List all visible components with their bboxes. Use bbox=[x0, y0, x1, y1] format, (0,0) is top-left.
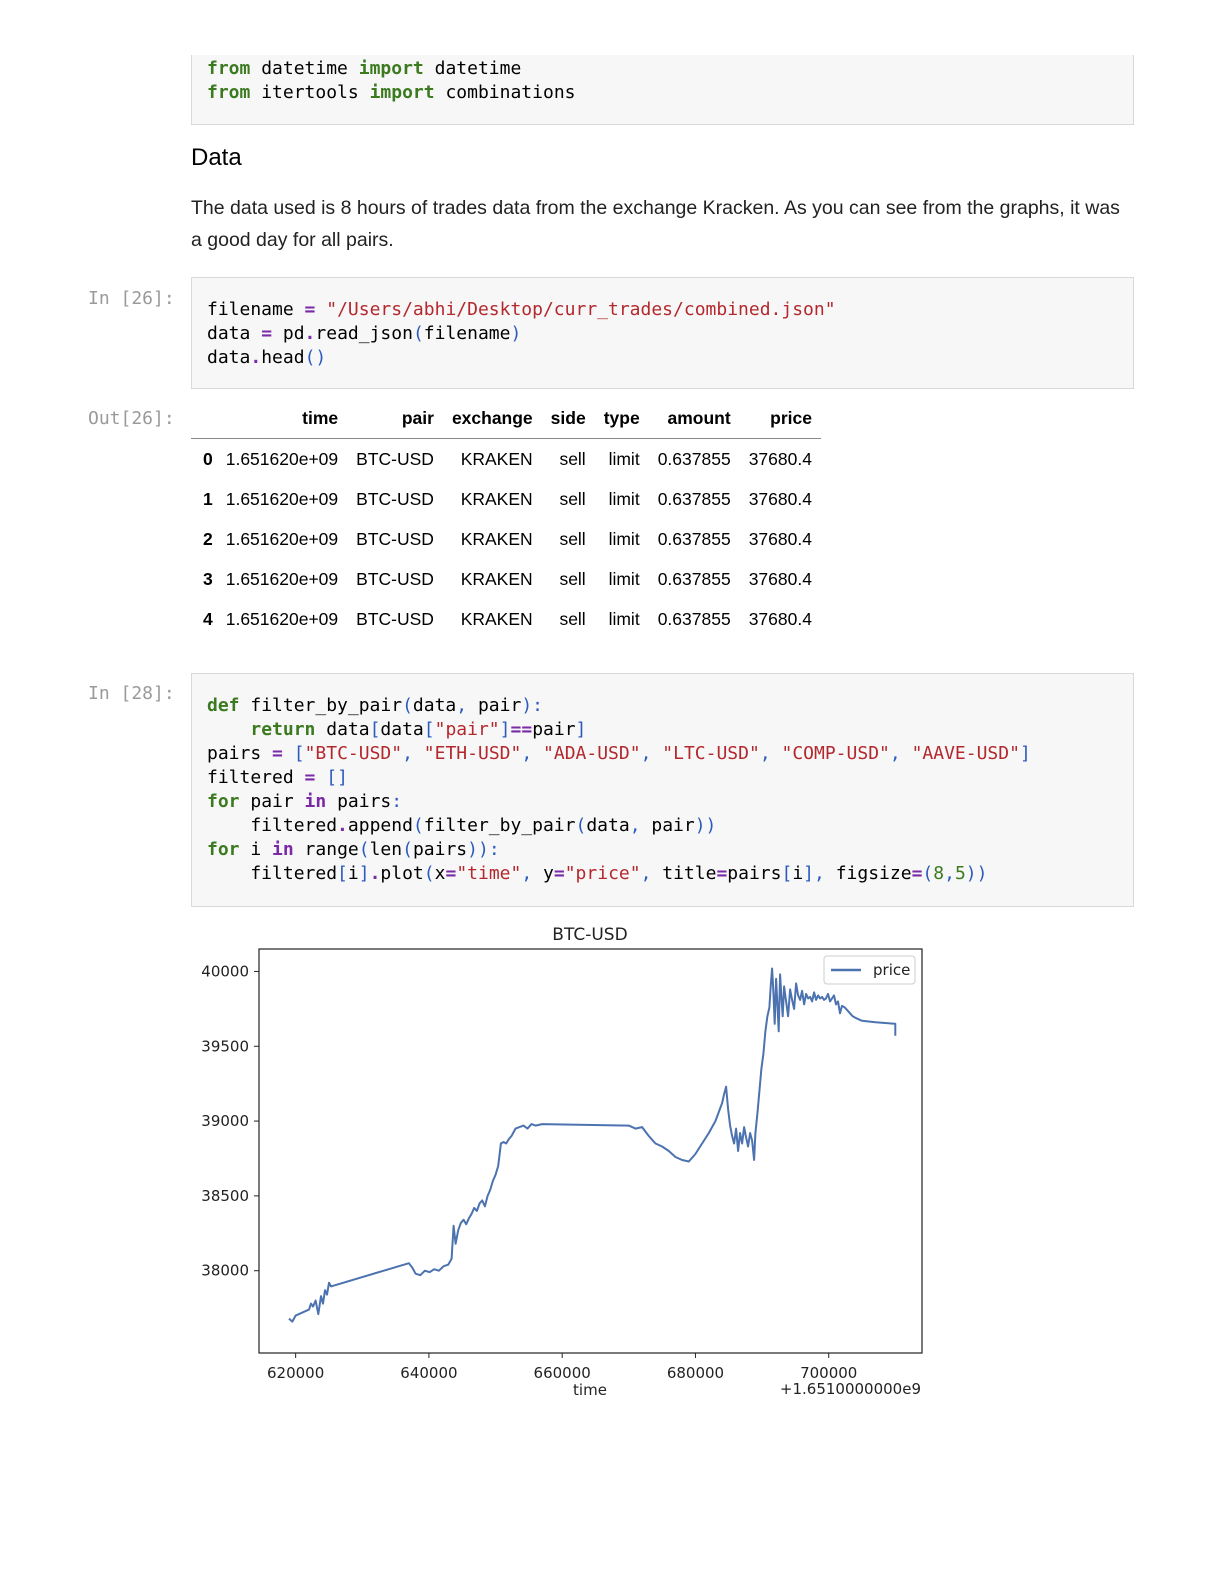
code-token: ], bbox=[803, 863, 825, 884]
chart-title: BTC-USD bbox=[552, 925, 628, 945]
x-axis-offset: +1.6510000000e9 bbox=[779, 1380, 921, 1398]
code-token: ] bbox=[499, 719, 511, 740]
row-index: 2 bbox=[203, 528, 213, 549]
code-token: filtered bbox=[207, 815, 338, 836]
table-cell: limit bbox=[608, 448, 640, 469]
code-token: datetime bbox=[250, 58, 359, 79]
code-line bbox=[207, 694, 1133, 718]
code-token: data bbox=[315, 719, 370, 740]
input-prompt: In [28]: bbox=[88, 683, 175, 704]
code-token: "LTC-USD" bbox=[662, 743, 760, 764]
column-header: pair bbox=[347, 398, 443, 439]
code-token: = bbox=[261, 323, 273, 344]
table-cell: 0.637855 bbox=[657, 488, 731, 509]
code-token: itertools bbox=[250, 82, 370, 103]
code-token bbox=[651, 743, 662, 764]
code-token: pairs bbox=[412, 839, 468, 860]
code-token: filter_by_pair bbox=[423, 815, 576, 836]
dataframe-table bbox=[191, 398, 821, 639]
code-token: i bbox=[347, 863, 359, 884]
code-token: )) bbox=[694, 815, 717, 836]
code-cell-26[interactable] bbox=[191, 277, 1134, 389]
code-token: : bbox=[391, 791, 403, 812]
code-token: = bbox=[911, 863, 923, 884]
table-cell: 1.651620e+09 bbox=[225, 488, 339, 509]
code-token: read_json bbox=[315, 323, 413, 344]
code-token bbox=[532, 743, 543, 764]
code-token: ] bbox=[575, 719, 587, 740]
code-token: , bbox=[629, 815, 641, 836]
input-prompt: In [26]: bbox=[88, 288, 175, 309]
code-token: filename bbox=[207, 299, 305, 320]
code-editor[interactable] bbox=[192, 55, 1133, 105]
code-token: = bbox=[272, 743, 283, 764]
code-token: for bbox=[207, 839, 240, 860]
code-token: , bbox=[521, 863, 533, 884]
code-line bbox=[207, 814, 1133, 838]
table-cell: KRAKEN bbox=[460, 488, 533, 509]
code-token: filtered bbox=[207, 767, 305, 788]
column-header: time bbox=[217, 398, 347, 439]
plot-area bbox=[259, 949, 922, 1353]
table-cell: 0.637855 bbox=[657, 608, 731, 629]
table-cell: sell bbox=[559, 488, 586, 509]
code-token: )) bbox=[467, 839, 489, 860]
code-token bbox=[207, 719, 250, 740]
table-cell: limit bbox=[608, 568, 640, 589]
table-cell: KRAKEN bbox=[460, 448, 533, 469]
code-token: = bbox=[304, 299, 316, 320]
code-token: head bbox=[261, 347, 305, 368]
code-token: [ bbox=[369, 719, 381, 740]
code-token: "pair" bbox=[434, 719, 500, 740]
code-token: data bbox=[207, 347, 251, 368]
code-token: append bbox=[347, 815, 413, 836]
code-token: title bbox=[651, 863, 717, 884]
column-header: amount bbox=[649, 398, 740, 439]
table-header-row bbox=[191, 398, 821, 439]
code-token: figsize bbox=[824, 863, 912, 884]
code-token: ( bbox=[423, 863, 435, 884]
code-token: [ bbox=[781, 863, 793, 884]
code-editor[interactable] bbox=[192, 674, 1133, 886]
code-token: x bbox=[434, 863, 446, 884]
code-line bbox=[207, 322, 1133, 346]
column-header: side bbox=[542, 398, 595, 439]
table-cell: limit bbox=[608, 488, 640, 509]
code-token: "ETH-USD" bbox=[423, 743, 522, 764]
x-tick-label: 640000 bbox=[400, 1364, 458, 1382]
row-index: 0 bbox=[203, 448, 213, 469]
column-header: exchange bbox=[443, 398, 542, 439]
code-token: pair bbox=[532, 719, 576, 740]
code-token: , bbox=[889, 743, 901, 764]
x-tick-label: 680000 bbox=[666, 1364, 725, 1382]
column-header: type bbox=[595, 398, 649, 439]
code-token: filename bbox=[423, 323, 511, 344]
code-token: ( bbox=[922, 863, 934, 884]
code-token: "COMP-USD" bbox=[781, 743, 890, 764]
code-token: pairs bbox=[727, 863, 782, 884]
code-token: ( bbox=[402, 839, 413, 860]
code-token: data bbox=[586, 815, 630, 836]
table-row bbox=[191, 599, 821, 639]
table-cell: 0.637855 bbox=[657, 528, 731, 549]
table-cell: 37680.4 bbox=[748, 528, 812, 549]
code-token: combinations bbox=[434, 82, 576, 103]
code-token: import bbox=[358, 58, 424, 79]
code-token: , bbox=[456, 695, 468, 716]
code-token bbox=[315, 299, 326, 320]
table-cell: limit bbox=[608, 528, 640, 549]
y-tick-label: 38500 bbox=[201, 1186, 249, 1205]
table-row bbox=[191, 559, 821, 599]
code-line bbox=[207, 718, 1133, 742]
code-token: ] bbox=[1019, 743, 1031, 764]
code-token: "time" bbox=[456, 863, 522, 884]
code-token: "BTC-USD" bbox=[304, 743, 403, 764]
code-line bbox=[207, 346, 1133, 370]
code-token: () bbox=[304, 347, 327, 368]
code-token: : bbox=[488, 839, 500, 860]
legend-label: price bbox=[873, 961, 911, 979]
code-token: , bbox=[640, 743, 652, 764]
code-token bbox=[901, 743, 912, 764]
table-cell: KRAKEN bbox=[460, 528, 533, 549]
code-token: "AAVE-USD" bbox=[911, 743, 1020, 764]
code-token: data bbox=[380, 719, 424, 740]
code-token: )) bbox=[965, 863, 988, 884]
code-token: "/Users/abhi/Desktop/curr_trades/combined.json" bbox=[326, 299, 836, 320]
table-cell: sell bbox=[559, 608, 586, 629]
code-token: in bbox=[304, 791, 327, 812]
table-cell: sell bbox=[559, 568, 586, 589]
x-axis bbox=[267, 1353, 857, 1382]
table-cell: sell bbox=[559, 448, 586, 469]
y-axis bbox=[201, 962, 259, 1279]
code-line bbox=[207, 298, 1133, 322]
code-token bbox=[771, 743, 782, 764]
code-line bbox=[207, 742, 1133, 766]
code-token: [ bbox=[337, 863, 348, 884]
code-token: import bbox=[369, 82, 435, 103]
y-tick-label: 38000 bbox=[201, 1261, 249, 1280]
code-token: . bbox=[250, 347, 262, 368]
code-token: = bbox=[304, 767, 316, 788]
code-token: ( bbox=[358, 839, 370, 860]
table-cell: 0.637855 bbox=[657, 448, 731, 469]
section-heading: Data bbox=[191, 144, 242, 171]
table-cell: 37680.4 bbox=[748, 448, 812, 469]
code-token: . bbox=[337, 815, 348, 836]
code-token: ] bbox=[358, 863, 370, 884]
code-token: data bbox=[412, 695, 457, 716]
table-cell: BTC-USD bbox=[356, 528, 434, 549]
table-cell: KRAKEN bbox=[460, 608, 533, 629]
code-token: def bbox=[207, 695, 240, 716]
code-token: = bbox=[716, 863, 728, 884]
y-tick-label: 39000 bbox=[201, 1112, 249, 1131]
code-token: = bbox=[445, 863, 457, 884]
code-token: range bbox=[293, 839, 359, 860]
row-index: 4 bbox=[203, 608, 213, 629]
table-cell: sell bbox=[559, 528, 586, 549]
code-token: == bbox=[510, 719, 533, 740]
table-cell: 37680.4 bbox=[748, 608, 812, 629]
code-token: 8 bbox=[933, 863, 945, 884]
code-token: len bbox=[369, 839, 403, 860]
code-token: "price" bbox=[564, 863, 641, 884]
markdown-paragraph: The data used is 8 hours of trades data from the exchange Kracken. As you can see from the graphs, it was a good day for all pairs. bbox=[191, 197, 1120, 251]
x-tick-label: 700000 bbox=[800, 1364, 858, 1382]
code-token: ( bbox=[412, 323, 424, 344]
code-token: pair bbox=[640, 815, 695, 836]
legend bbox=[824, 956, 915, 984]
code-token: ( bbox=[412, 815, 424, 836]
y-tick-label: 39500 bbox=[201, 1037, 249, 1056]
table-cell: BTC-USD bbox=[356, 488, 434, 509]
code-token: datetime bbox=[423, 58, 522, 79]
code-token: ( bbox=[402, 695, 413, 716]
code-line bbox=[207, 81, 1133, 105]
code-token: data bbox=[207, 323, 262, 344]
code-token: , bbox=[640, 863, 652, 884]
code-token: from bbox=[207, 82, 251, 103]
table-cell: 37680.4 bbox=[748, 568, 812, 589]
row-index: 3 bbox=[203, 568, 213, 589]
table-cell: BTC-USD bbox=[356, 568, 434, 589]
table-cell: 1.651620e+09 bbox=[225, 528, 339, 549]
column-header bbox=[191, 398, 217, 439]
table-cell: 0.637855 bbox=[657, 568, 731, 589]
code-token: ): bbox=[521, 695, 543, 716]
code-token: [ bbox=[423, 719, 435, 740]
y-tick-label: 40000 bbox=[201, 962, 249, 981]
code-token bbox=[283, 743, 294, 764]
price-line-chart bbox=[0, 915, 1224, 1415]
code-token: in bbox=[272, 839, 294, 860]
table-cell: 1.651620e+09 bbox=[225, 568, 339, 589]
code-token: i bbox=[239, 839, 273, 860]
code-token: filtered bbox=[207, 863, 338, 884]
code-token: pairs bbox=[326, 791, 392, 812]
code-token: , bbox=[402, 743, 413, 764]
code-token: filter_by_pair bbox=[239, 695, 403, 716]
code-token: return bbox=[250, 719, 316, 740]
code-token: pd bbox=[272, 323, 305, 344]
code-token: ) bbox=[510, 323, 522, 344]
code-token: , bbox=[944, 863, 955, 884]
code-token: [ bbox=[293, 743, 305, 764]
code-token: for bbox=[207, 791, 240, 812]
code-line bbox=[207, 862, 1133, 886]
table-cell: 37680.4 bbox=[748, 488, 812, 509]
code-token: 5 bbox=[954, 863, 966, 884]
code-token: plot bbox=[380, 863, 424, 884]
table-row bbox=[191, 479, 821, 519]
table-cell: BTC-USD bbox=[356, 448, 434, 469]
code-token: pair bbox=[467, 695, 522, 716]
table-cell: 1.651620e+09 bbox=[225, 608, 339, 629]
code-token: . bbox=[369, 863, 381, 884]
code-token: "ADA-USD" bbox=[543, 743, 641, 764]
x-axis-label: time bbox=[573, 1381, 607, 1399]
column-header: price bbox=[740, 398, 821, 439]
code-token: pair bbox=[239, 791, 305, 812]
code-token: ( bbox=[575, 815, 587, 836]
row-index: 1 bbox=[203, 488, 213, 509]
table-cell: 1.651620e+09 bbox=[225, 448, 339, 469]
code-token: i bbox=[792, 863, 804, 884]
code-line bbox=[207, 766, 1133, 790]
x-tick-label: 660000 bbox=[533, 1364, 591, 1382]
table-row bbox=[191, 439, 821, 480]
table-cell: BTC-USD bbox=[356, 608, 434, 629]
code-cell-imports[interactable] bbox=[191, 55, 1134, 125]
table-cell: limit bbox=[608, 608, 640, 629]
code-cell-28[interactable] bbox=[191, 673, 1134, 907]
code-token: [] bbox=[326, 767, 348, 788]
code-token: y bbox=[532, 863, 554, 884]
code-token: from bbox=[207, 58, 251, 79]
output-prompt: Out[26]: bbox=[88, 408, 175, 429]
code-token: pairs bbox=[207, 743, 273, 764]
code-token: = bbox=[553, 863, 565, 884]
code-token: . bbox=[304, 323, 316, 344]
code-token bbox=[413, 743, 424, 764]
code-token: , bbox=[521, 743, 533, 764]
table-row bbox=[191, 519, 821, 559]
code-editor[interactable] bbox=[192, 278, 1133, 370]
code-token bbox=[315, 767, 326, 788]
code-token: , bbox=[759, 743, 771, 764]
code-line bbox=[207, 838, 1133, 862]
table-cell: KRAKEN bbox=[460, 568, 533, 589]
x-tick-label: 620000 bbox=[267, 1364, 325, 1382]
code-line bbox=[207, 790, 1133, 814]
code-line bbox=[207, 57, 1133, 81]
